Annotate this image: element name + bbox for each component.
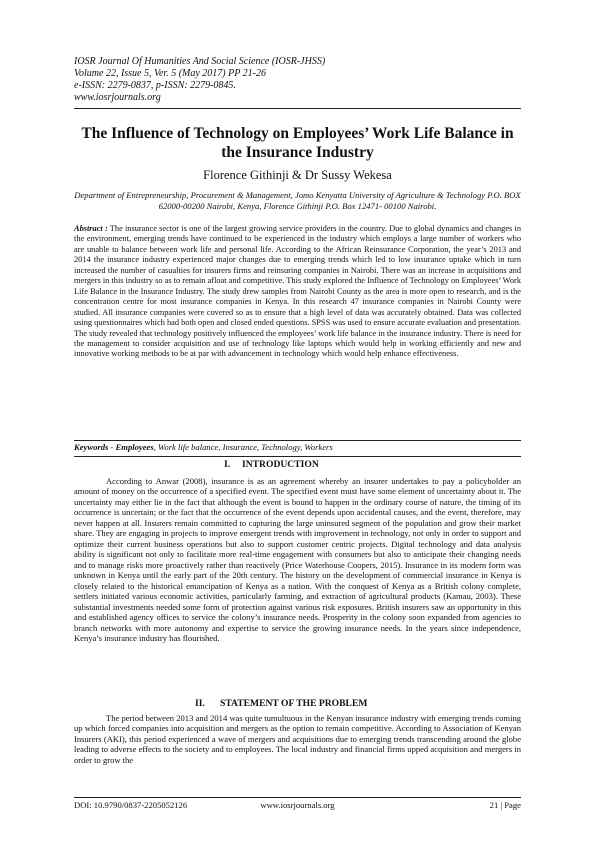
keywords-rule-top xyxy=(74,440,521,441)
header-rule xyxy=(74,108,521,109)
paper-authors: Florence Githinji & Dr Sussy Wekesa xyxy=(203,168,392,182)
author-affiliation: Department of Entrepreneurship, Procurement & Management, Jomo Kenyatta University of Agriculture & Technology P.O. BOX 62000-00200 Nairobi, Kenya, Florence Githinji P.O. Box 12471- 00100 Nairobi. xyxy=(74,190,521,211)
keywords-rule-bottom xyxy=(74,456,521,457)
section-title: INTRODUCTION xyxy=(242,459,319,470)
keywords xyxy=(74,442,521,453)
abstract-label: Abstract : xyxy=(74,224,108,233)
journal-issn: e-ISSN: 2279-0837, p-ISSN: 2279-0845. xyxy=(74,80,236,91)
section-title: STATEMENT OF THE PROBLEM xyxy=(220,698,368,709)
section-number: II. xyxy=(195,698,205,709)
journal-header xyxy=(74,56,534,104)
keywords-text: , Work life balance, Insurance, Technology, Workers xyxy=(153,442,333,452)
journal-name: IOSR Journal Of Humanities And Social Science (IOSR-JHSS) xyxy=(74,56,326,67)
footer-rule xyxy=(74,797,521,798)
section-number: I. xyxy=(224,459,231,470)
problem-paragraph: The period between 2013 and 2014 was quite tumultuous in the Kenyan insurance industry with emerging trends coming up which forced companies into acquisition and mergers as the option to remain competitive. According to Association of Kenyan Insurers (AKI), this period experienced a wave of mergers and acquisitions due to emerging trends transcending around the globe leading to adverse effects to the society and to employees. The local industry and financial firms upped acquisition and mergers in order to grow the xyxy=(74,713,521,765)
abstract-text: The insurance sector is one of the largest growing service providers in the country. Due to global dynamics and changes in the environment, emerging trends have continued to be experienced in the industry which employs a large number of workers who are unable to balance between work life and personal life. According to the African Reinsurance Corporation, the year’s 2013 and 2014 the insurance industry experienced major changes due to emerging trends which led to low insurance uptake which in turn increased the number of casualties for insurers firms and reinsuring companies in Nairobi. There was an increase in acquisitions and mergers in this industry so as to remain afloat and competitive. This study explored the Influence of Technology on Employees’ Work Life Balance in the Insurance Industry. The study drew samples from Nairobi County as the area is more open to research, and is the concentration centre for most insurance companies in Kenya. In this research 47 insurance companies in Nairobi County were studied. All insurance companies were covered so as to ensure that a high level of data was accurately obtained. Data was collected using questionnaires which had both open and closed ended questions. SPSS was used to ensure accurate evaluation and presentation. The study revealed that technology positively influenced the employees’ work life balance in the insurance industry. There is need for the management to consider acquisition and use of technology like laptops which would help in working efficiently and new and innovative working methods to be at par with advancement in technology which would help enhance effectiveness. xyxy=(74,224,521,359)
footer-page-number: 21 | Page xyxy=(489,800,521,810)
introduction-paragraph: According to Anwar (2008), insurance is as an agreement whereby an insurer undertakes to pay a policyholder an amount of money on the occurrence of a specified event. The specified event must have some element of uncertainty about it. The uncertainty may either lie in the fact that although the event is bound to happen in the ordinary course of nature, the timing of its occurrence is uncertain; or the fact that the occurrence of the event depends upon accidental causes, and the event, therefore, may never happen at all. Insurers remain committed to capturing the large uninsured segment of the population and grow their market share. They are engaging in projects to improve emergent trends with improvement in technology, not only in order to support and optimize their current business operations but also to support customer centric projects. Digital technology and data analysis ability is significant not only to facilitate more real-time engagement with consumers but also to anticipate their changing needs and to manage risks more proactively rather than reactively (Price Waterhouse Coopers, 2015). Insurance in its modern form was unknown in Kenya until the early part of the 20th century. The history on the development of commercial insurance in Kenya is closely related to the historical emancipation of Kenya as a nation. With the conquest of Kenya as a British colony complete, settlers initiated various economic activities, particularly farming, and extraction of agricultural products (Kamau, 2003). These substantial investments needed some form of protection against various risk exposures. British insurers saw an opportunity in this and established agency offices to service the colony’s insurance needs. Prosperity in the colony soon expanded from agencies to branch networks with more autonomy and expertise to service the growing insurance needs. In the years since independence, Kenya’s insurance industry has flourished. xyxy=(74,476,521,644)
footer-url[interactable]: www.iosrjournals.org xyxy=(260,800,335,810)
footer-doi: DOI: 10.9790/0837-2205052126 xyxy=(74,800,188,810)
paper-title: The Influence of Technology on Employees’ Work Life Balance in the Insurance Industry xyxy=(81,125,514,161)
journal-volume: Volume 22, Issue 5, Ver. 5 (May 2017) PP 21-26 xyxy=(74,68,267,79)
keywords-label: Keywords - Employees xyxy=(74,442,154,452)
abstract xyxy=(74,224,521,360)
journal-website[interactable]: www.iosrjournals.org xyxy=(74,92,161,103)
